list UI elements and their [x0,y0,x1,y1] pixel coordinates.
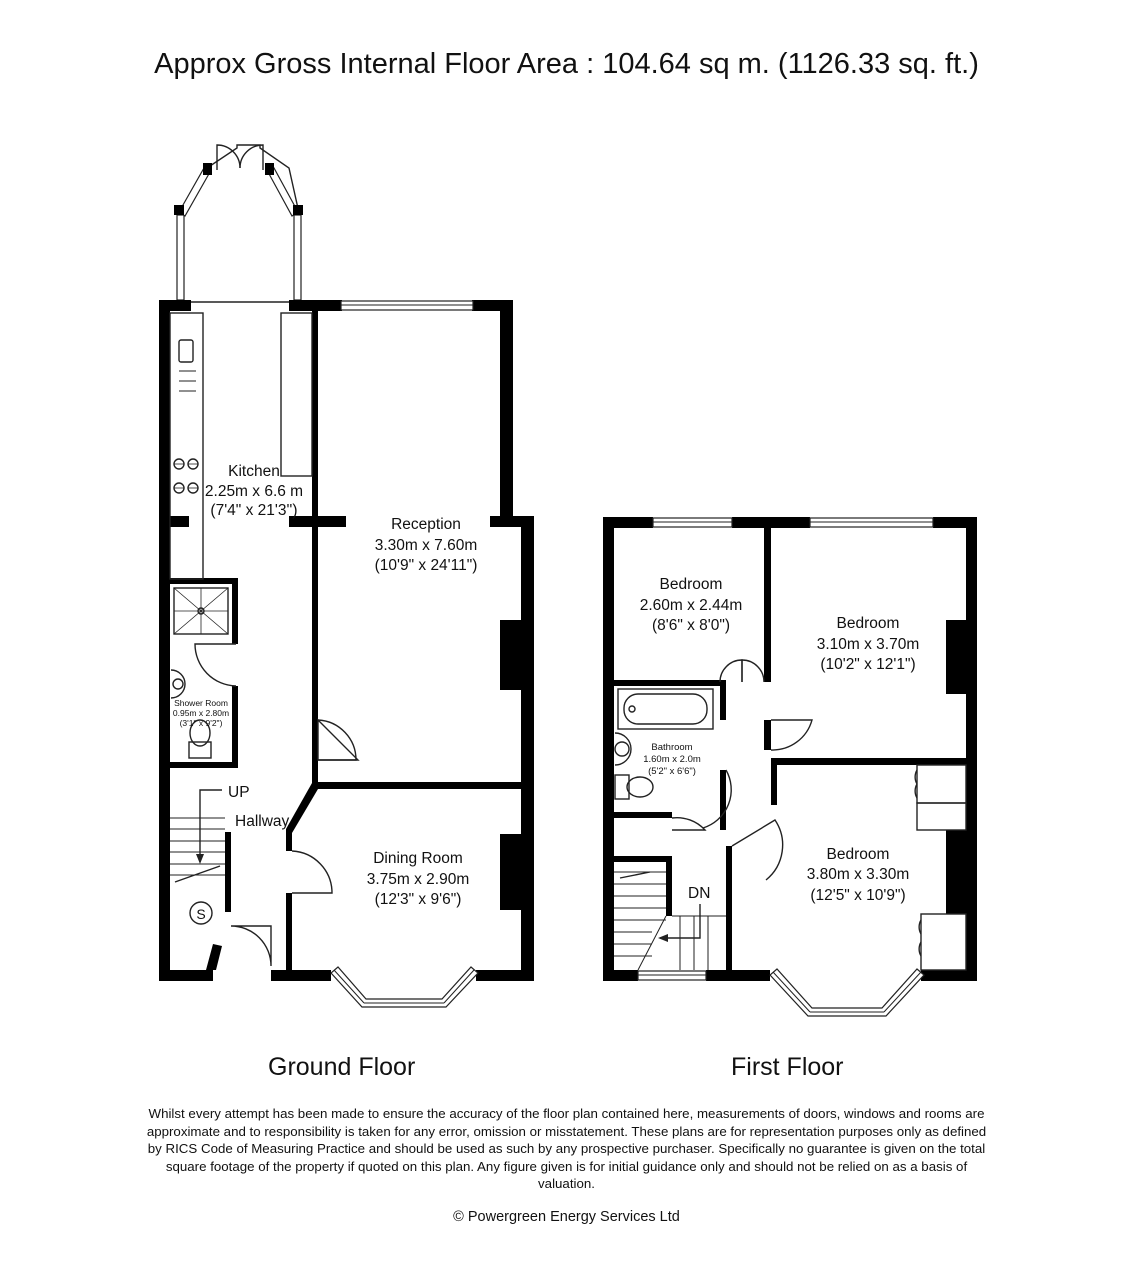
ground-floor-label: Ground Floor [268,1053,416,1081]
stairs-up-label: UP [228,784,250,801]
reception-window [341,301,473,310]
electricity-meter-icon [190,902,212,924]
copyright-text: © Powergreen Energy Services Ltd [453,1209,680,1225]
svg-text:S: S [196,906,206,922]
bathroom-name: Bathroom [651,742,693,753]
rear-bedroom-metric: 3.10m x 3.70m [816,636,920,653]
reception-name: Reception [391,516,461,533]
front-bedroom-door [732,820,783,880]
shower-room-metric: 0.95m x 2.80m [172,708,230,718]
basin-icon [171,670,185,698]
bath-icon [618,689,713,729]
first-floor-label: First Floor [731,1053,844,1081]
stairs-down-label: DN [688,885,711,902]
front-bedroom-bay-window [770,969,924,1016]
kitchen-metric: 2.25m x 6.6 m [204,483,304,500]
bathroom-toilet-icon [615,775,653,799]
dining-room-imperial: (12'3" x 9'6") [374,891,462,908]
bathroom-basin-icon [615,733,631,765]
hallway-name: Hallway [235,813,290,830]
dining-room-door [292,851,332,893]
ground-floor-stairs [170,790,225,882]
reception-metric: 3.30m x 7.60m [374,537,478,554]
kitchen-worktop [170,313,312,579]
front-bedroom-metric: 3.80m x 3.30m [806,866,910,883]
landing-cupboard-door [672,818,705,830]
bathroom-door [703,770,731,828]
small-bedroom-metric: 2.60m x 2.44m [639,597,743,614]
first-floor-plan [603,517,977,1016]
kitchen-imperial: (7'4" x 21'3'') [210,502,298,519]
small-bedroom-name: Bedroom [659,576,723,593]
shower-room-imperial: (3'1" x 9'2") [179,718,223,728]
bathroom-imperial: (5'2" x 6'6") [648,766,696,777]
reception-imperial: (10'9" x 24'11") [374,557,478,574]
dining-bay-window [331,967,478,1007]
shower-tray-icon [174,588,228,634]
small-bedroom-door-left [742,660,764,682]
kitchen-bay-window [174,145,303,302]
shower-room-name: Shower Room [174,698,228,708]
front-door [231,926,271,966]
rear-bedroom-door [771,720,812,750]
dining-room-name: Dining Room [373,850,463,867]
small-bedroom-door-right [720,660,742,682]
ground-floor-plan [159,145,534,1007]
small-bedroom-imperial: (8'6" x 8'0") [651,617,731,634]
disclaimer-text: Whilst every attempt has been made to ensure the accuracy of the floor plan contained here, measurements of doors, windows and rooms are approximate and to responsibility is taken for any error, omission or misstatement. These plans are for representation purposes only as defined by RICS Code of Measuring Practice and should be used as such by any prospective purchaser. Specifically no guarantee is given on the total square footage of the property if quoted on this plan. Any figure given is for initial guidance only and should not be relied on as a basis of valuation. [146,1106,987,1192]
floor-area-title: Approx Gross Internal Floor Area : 104.64 sq m. (1126.33 sq. ft.) [154,48,979,80]
bathroom-metric: 1.60m x 2.0m [643,754,701,765]
shower-room-door [195,644,236,686]
kitchen-name: Kitchen [228,463,280,480]
dining-room-metric: 3.75m x 2.90m [366,871,470,888]
front-bedroom-imperial: (12'5" x 10'9") [810,887,906,904]
rear-bedroom-imperial: (10'2" x 12'1") [820,656,916,673]
rear-bedroom-name: Bedroom [836,615,900,632]
front-bedroom-name: Bedroom [826,846,890,863]
